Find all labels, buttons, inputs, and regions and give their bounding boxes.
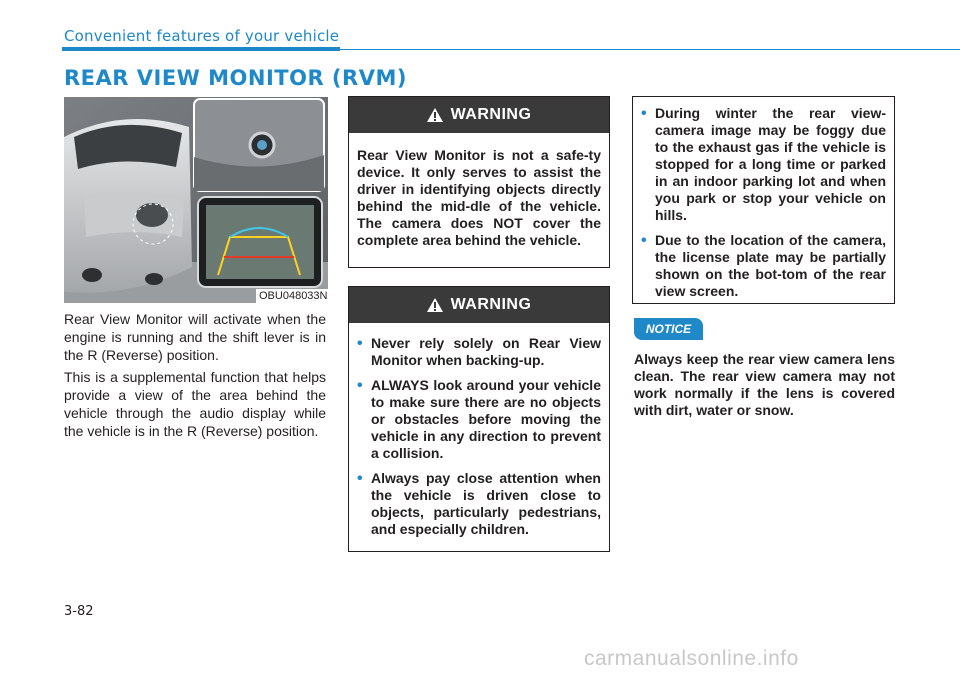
warning-box-2 — [348, 286, 610, 552]
warning-list-2 — [357, 335, 601, 538]
page-title: REAR VIEW MONITOR (RVM) — [64, 66, 407, 90]
warning-box-1 — [348, 96, 610, 268]
warning-label-2: WARNING — [450, 296, 532, 313]
car-rear-illustration — [64, 97, 328, 303]
warning-header-2 — [349, 287, 609, 323]
car-rear-camera-photo — [64, 97, 328, 303]
list-item: • ALWAYS look around your vehicle to make sure there are no objects or obstacles before moving the vehicle in any direction to prevent a collision. — [357, 377, 601, 462]
list-item: • During winter the rear view-camera image may be foggy due to the exhaust gas if the vehicle is stopped for a long time or parked in an indoor parking lot and when you park or stop your vehicle on hills. — [641, 105, 886, 224]
notice-badge: NOTICE — [634, 318, 703, 340]
watermark: carmanualsonline.info — [584, 647, 799, 670]
warning-triangle-icon — [427, 108, 443, 122]
warning-label-1: WARNING — [450, 106, 532, 123]
warning-header-1 — [349, 97, 609, 133]
list-item: • Always pay close attention when the vehicle is driven close to objects, particularly pedestrians, and especially children. — [357, 470, 601, 538]
notice-text: Always keep the rear view camera lens clean. The rear view camera may not work normally if the lens is covered with dirt, water or snow. — [634, 351, 895, 418]
info-list — [641, 105, 886, 300]
figure-code: OBU048033N — [256, 289, 331, 303]
intro-paragraph-1: Rear View Monitor will activate when the engine is running and the shift lever is in the R (Reverse) position. — [64, 311, 326, 363]
intro-paragraph-2: This is a supplemental function that helps provide a view of the area behind the vehicle through the audio display while the vehicle is in the R (Reverse) position. — [64, 369, 326, 439]
list-item: • Due to the location of the camera, the license plate may be partially shown on the bot-tom of the rear view screen. — [641, 232, 886, 300]
page-number: 3-82 — [64, 604, 94, 619]
list-item: • Never rely solely on Rear View Monitor when backing-up. — [357, 335, 601, 369]
warning-triangle-icon — [427, 298, 443, 312]
section-header: Convenient features of your vehicle — [64, 27, 340, 45]
warning-text-1: Rear View Monitor is not a safe-ty device. It only serves to assist the driver in identifying objects directly behind the mid-dle of the vehicle. The camera does NOT cover the complete area behind the vehicle. — [357, 147, 601, 248]
header-rule — [340, 49, 960, 50]
info-box — [632, 96, 895, 304]
header-accent-bar — [62, 47, 340, 51]
